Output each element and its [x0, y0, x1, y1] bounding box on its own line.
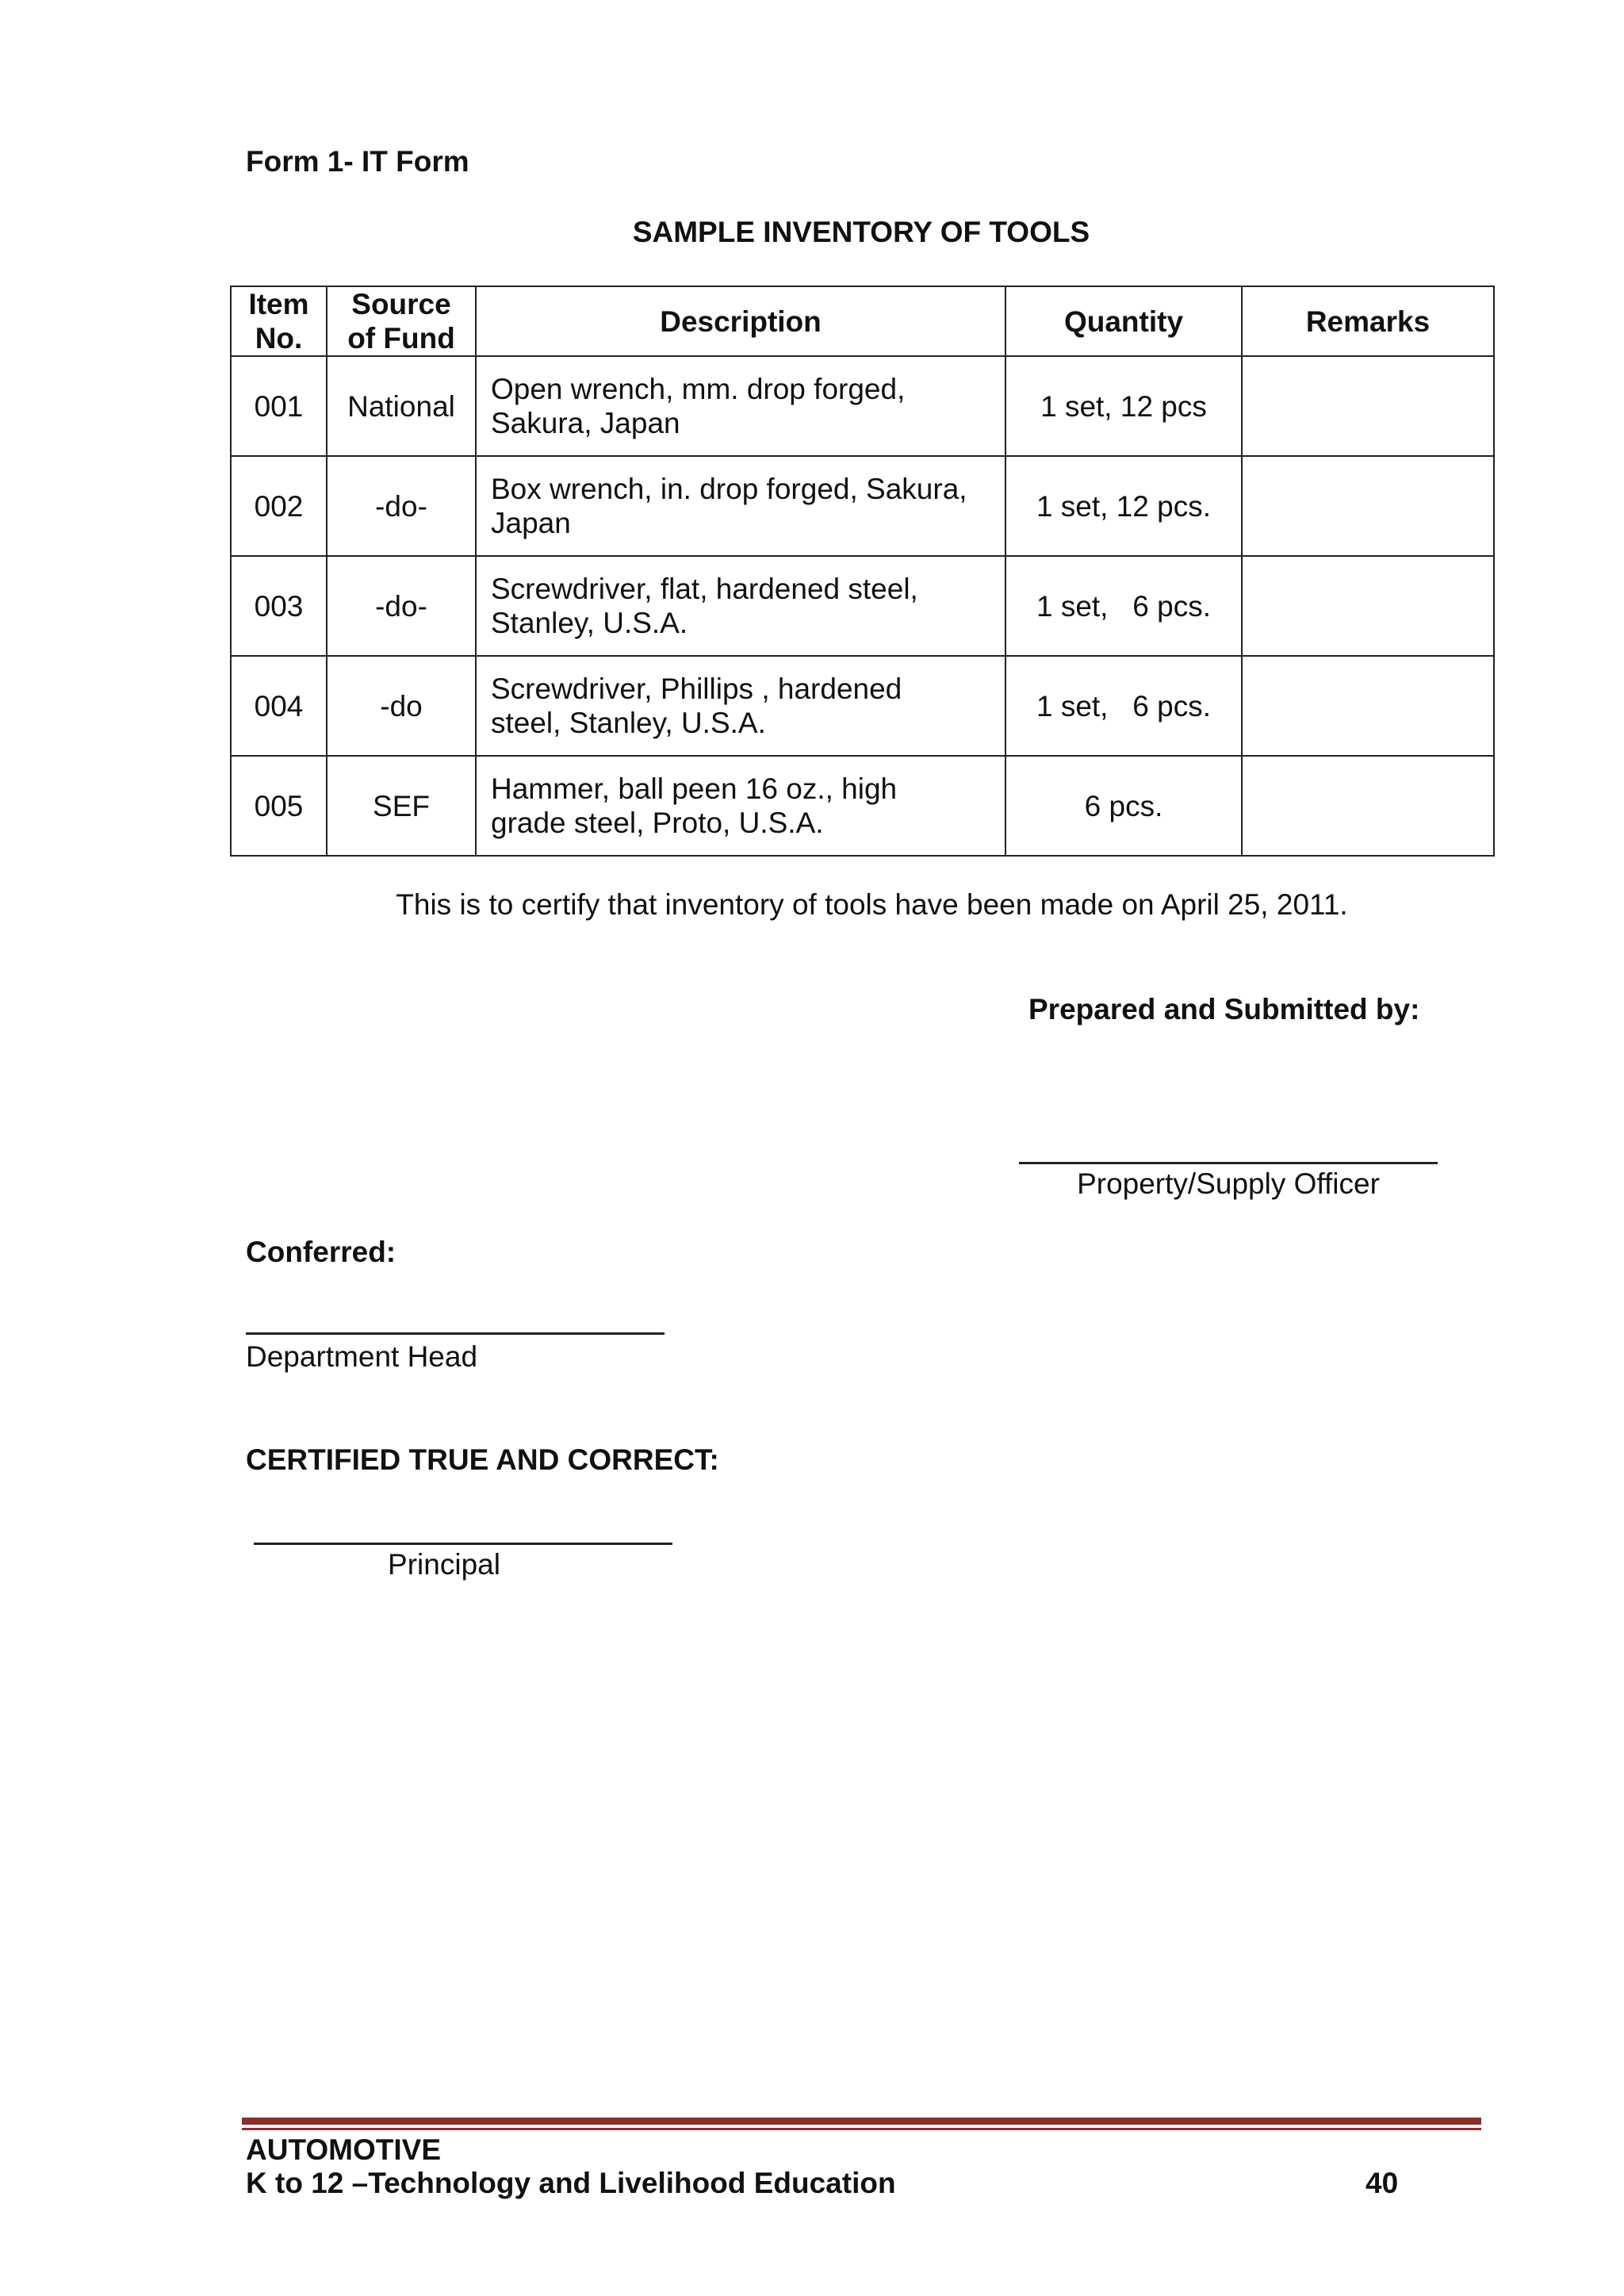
cell-quantity: 1 set, 6 pcs. — [1005, 656, 1242, 756]
footer-rule-thin — [242, 2128, 1481, 2130]
cell-remarks — [1242, 756, 1494, 856]
cell-item-no: 004 — [231, 656, 327, 756]
cell-description: Box wrench, in. drop forged, Sakura, Japan — [476, 456, 1005, 556]
cell-description: Open wrench, mm. drop forged, Sakura, Japan — [476, 356, 1005, 456]
prepared-by-label: Prepared and Submitted by: — [1028, 993, 1420, 1025]
cell-source: -do- — [327, 456, 476, 556]
table-row — [231, 456, 1494, 556]
inventory-table — [230, 286, 1495, 857]
certified-label: CERTIFIED TRUE AND CORRECT: — [246, 1443, 719, 1476]
cell-remarks — [1242, 456, 1494, 556]
header-quantity: Quantity — [1005, 286, 1242, 356]
table-row — [231, 756, 1494, 856]
header-remarks: Remarks — [1242, 286, 1494, 356]
header-source-of-fund: Source of Fund — [327, 286, 476, 356]
page-number: 40 — [1365, 2167, 1399, 2199]
footer-rule — [242, 2118, 1481, 2125]
header-item-no: Item No. — [231, 286, 327, 356]
conferred-label: Conferred: — [246, 1236, 396, 1268]
table-row — [231, 556, 1494, 656]
cell-item-no: 001 — [231, 356, 327, 456]
cell-source: -do — [327, 656, 476, 756]
cell-remarks — [1242, 556, 1494, 656]
cell-quantity: 6 pcs. — [1005, 756, 1242, 856]
document-title: SAMPLE INVENTORY OF TOOLS — [632, 216, 1090, 248]
cell-item-no: 002 — [231, 456, 327, 556]
officer-signature-line — [1019, 1162, 1438, 1164]
cell-source: National — [327, 356, 476, 456]
officer-label: Property/Supply Officer — [1077, 1167, 1380, 1200]
table-row — [231, 656, 1494, 756]
certification-statement: This is to certify that inventory of tools have been made on April 25, 2011. — [396, 888, 1348, 921]
table-row — [231, 356, 1494, 456]
cell-item-no: 005 — [231, 756, 327, 856]
table-header-row — [231, 286, 1494, 356]
footer-course: K to 12 –Technology and Livelihood Education — [246, 2167, 896, 2199]
cell-description: Screwdriver, Phillips , hardened steel, Stanley, U.S.A. — [476, 656, 1005, 756]
department-head-signature-line — [246, 1332, 665, 1335]
form-label: Form 1- IT Form — [246, 145, 469, 178]
cell-remarks — [1242, 356, 1494, 456]
cell-quantity: 1 set, 12 pcs — [1005, 356, 1242, 456]
principal-signature-line — [254, 1543, 672, 1545]
header-description: Description — [476, 286, 1005, 356]
cell-item-no: 003 — [231, 556, 327, 656]
cell-description: Screwdriver, flat, hardened steel, Stanley, U.S.A. — [476, 556, 1005, 656]
cell-quantity: 1 set, 12 pcs. — [1005, 456, 1242, 556]
cell-quantity: 1 set, 6 pcs. — [1005, 556, 1242, 656]
footer-subject: AUTOMOTIVE — [246, 2133, 441, 2166]
cell-description: Hammer, ball peen 16 oz., high grade steel, Proto, U.S.A. — [476, 756, 1005, 856]
department-head-label: Department Head — [246, 1340, 478, 1373]
principal-label: Principal — [388, 1548, 500, 1581]
cell-source: SEF — [327, 756, 476, 856]
cell-remarks — [1242, 656, 1494, 756]
cell-source: -do- — [327, 556, 476, 656]
